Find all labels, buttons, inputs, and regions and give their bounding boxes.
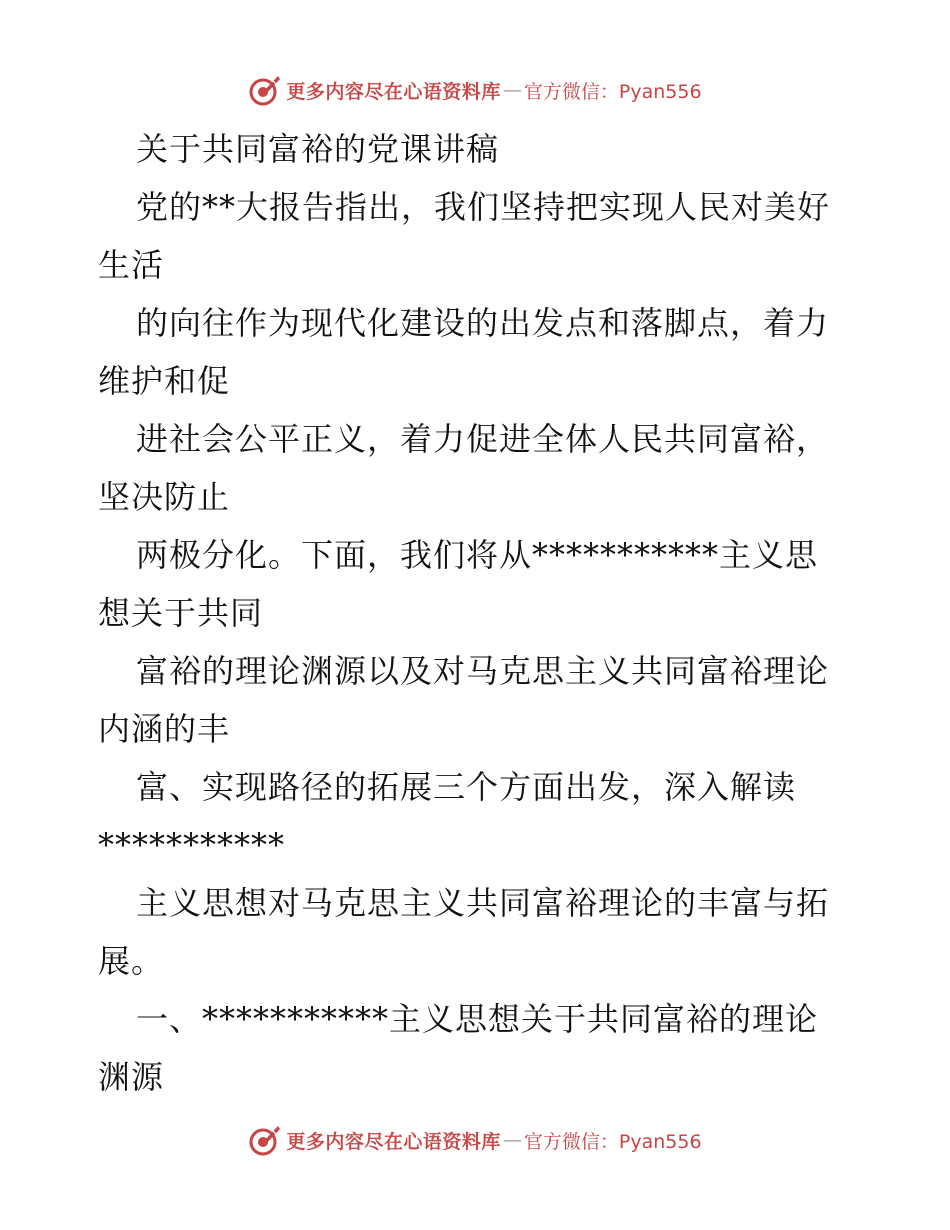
document-paragraphs [98, 178, 858, 1106]
document-line: 渊源 [98, 1058, 165, 1096]
document-line: 两极分化。下面，我们将从***********主义思 [136, 536, 819, 574]
document-line: 的向往作为现代化建设的出发点和落脚点，着力 [136, 304, 830, 342]
document-line: 维护和促 [98, 362, 231, 400]
feather-pen-circle-logo-icon [248, 73, 282, 107]
document-line: 内涵的丰 [98, 710, 231, 748]
document-line: 富裕的理论渊源以及对马克思主义共同富裕理论 [136, 652, 830, 690]
footer-wechat-text: 官方微信：Pyan556 [523, 1130, 702, 1153]
header-banner [0, 70, 950, 110]
document-line: *********** [98, 826, 285, 864]
document-line: 党的**大报告指出，我们坚持把实现人民对美好 [136, 188, 831, 226]
document-title: 关于共同富裕的党课讲稿 [136, 130, 500, 168]
document-line: 富、实现路径的拓展三个方面出发，深入解读 [136, 768, 797, 806]
header-wechat-text: 官方微信：Pyan556 [523, 80, 702, 103]
header-dash: — [502, 79, 522, 101]
document-body [98, 120, 858, 1106]
document-line: 一、***********主义思想关于共同富裕的理论 [136, 1000, 819, 1038]
footer-banner [0, 1120, 950, 1160]
feather-pen-circle-logo-icon [248, 1123, 282, 1157]
footer-dash: — [502, 1129, 522, 1151]
document-line: 进社会公平正义，着力促进全体人民共同富裕， [136, 420, 830, 458]
header-promo-text: 更多内容尽在心语资料库 [286, 80, 501, 103]
document-line: 展。 [98, 942, 165, 980]
document-line: 主义思想对马克思主义共同富裕理论的丰富与拓 [136, 884, 830, 922]
footer-promo-text: 更多内容尽在心语资料库 [286, 1130, 501, 1153]
document-line: 生活 [98, 246, 165, 284]
document-line: 坚决防止 [98, 478, 231, 516]
document-line: 想关于共同 [98, 594, 264, 632]
